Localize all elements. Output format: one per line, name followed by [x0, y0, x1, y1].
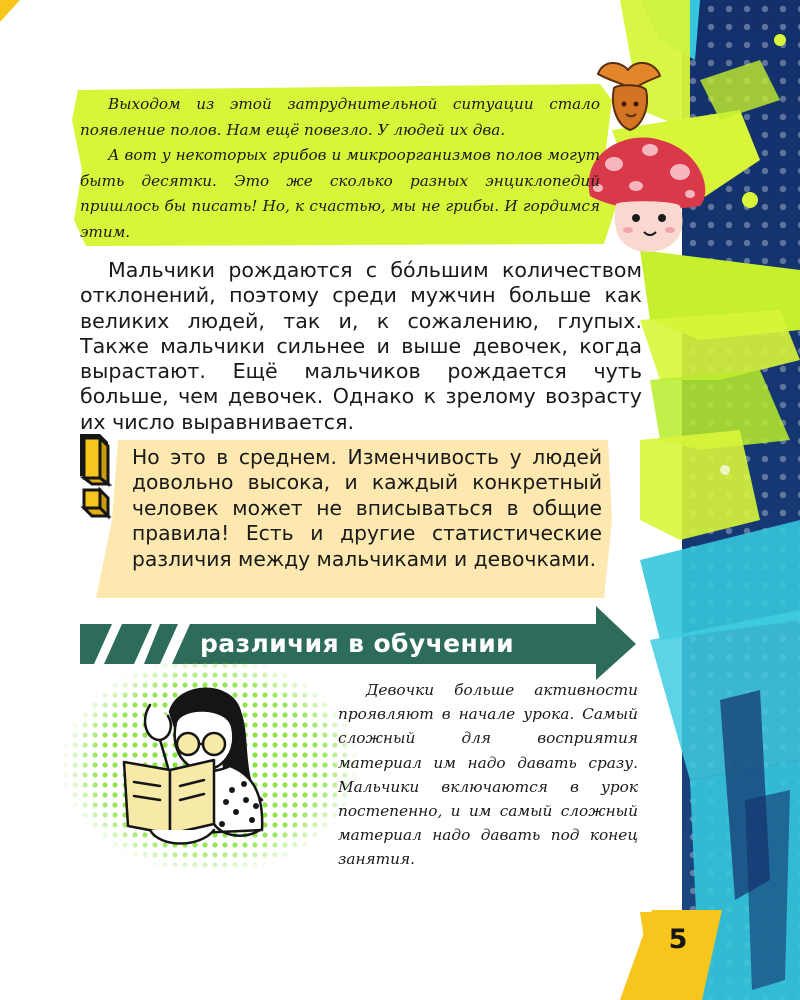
section-title: различия в обучении — [200, 629, 515, 658]
page-number: 5 — [668, 924, 688, 955]
note-text: Но это в среднем. Изменчивость у людей довольно высока, и каждый конкретный человек может не вписываться в общие правила! Есть и другие статистические различия между мальчиками и девочками. — [132, 445, 602, 571]
intro-box — [80, 92, 600, 242]
intro-paragraph-1: Выходом из этой затруднительной ситуации стало появление полов. Нам ещё повезло. У людей их два. — [80, 95, 600, 139]
main-paragraph: Мальчики рождаются с бóльшим количеством отклонений, поэтому среди мужчин больше как великих людей, так и, к сожалению, глупых. Также мальчики сильнее и выше девочек, когда вырастают. Ещё мальчиков рождается чуть больше, чем девочек. Однако к зрелому возрасту их число выравнивается. — [80, 258, 642, 434]
note-box — [132, 445, 602, 572]
lesson-paragraph: Девочки больше активности проявляют в начале урока. Самый сложный для восприятия материал им надо давать сразу. Мальчики включаются в урок постепенно, и им самый сложный материал надо давать под конец занятия. — [338, 681, 638, 869]
lesson-text — [338, 678, 638, 872]
intro-paragraph-2: А вот у некоторых грибов и микроорганизмов полов могут быть десятки. Это же сколько разных энциклопедий пришлось бы писать! Но, к счастью, мы не грибы. И гордимся этим. — [80, 146, 600, 241]
exclamation-mark-icon — [80, 434, 108, 516]
main-text — [80, 258, 642, 435]
